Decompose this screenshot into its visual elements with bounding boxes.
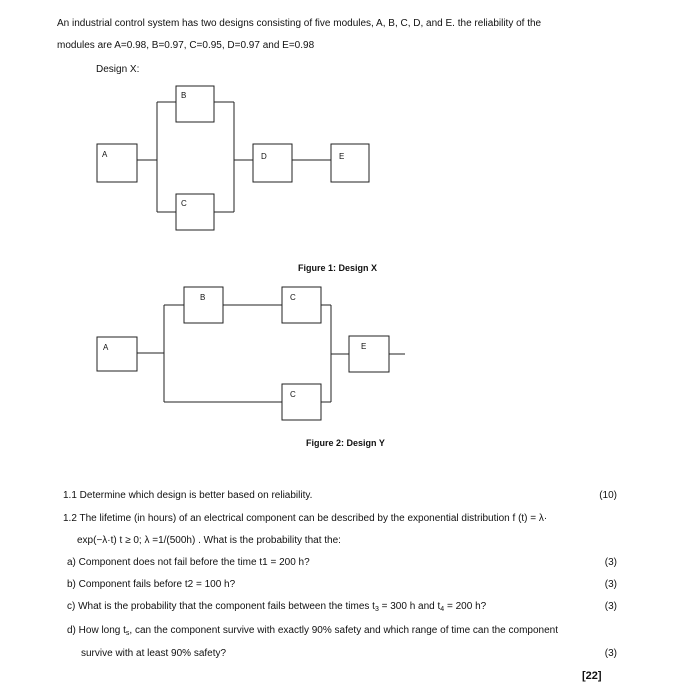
module-y-b-box — [184, 287, 223, 323]
question-1-2-line-1: 1.2 The lifetime (in hours) of an electrical component can be described by the exponential distribution f (t) = λ· — [63, 513, 548, 524]
module-y-a-label: A — [103, 343, 109, 352]
question-c-post: = 200 h? — [444, 601, 487, 612]
question-d-marks: (3) — [604, 648, 617, 659]
question-d-post: , can the component survive with exactly 90% safety and which range of time can the component — [129, 625, 558, 636]
question-1-1: 1.1 Determine which design is better based on reliability. — [63, 490, 313, 501]
module-y-e-label: E — [361, 342, 367, 351]
question-1-1-marks: (10) — [599, 490, 617, 501]
module-y-b-label: B — [200, 293, 206, 302]
question-c-mid: = 300 h and t — [378, 601, 441, 612]
question-1-2-line-2: exp(−λ·t) t ≥ 0; λ =1/(500h) . What is the probability that the: — [77, 535, 341, 546]
module-y-c-lower-box — [282, 384, 321, 420]
question-a: a) Component does not fail before the time t1 = 200 h? — [67, 557, 310, 568]
intro-line-2: modules are A=0.98, B=0.97, C=0.95, D=0.97 and E=0.98 — [57, 40, 315, 51]
intro-line-1: An industrial control system has two designs consisting of five modules, A, B, C, D, and E. the reliability of the — [57, 18, 542, 29]
module-b-label: B — [181, 91, 187, 100]
question-d-sub-s: s — [125, 630, 130, 637]
question-d-pre: d) How long t — [67, 625, 126, 636]
question-c-sub-4: 4 — [440, 606, 445, 613]
total-marks: [22] — [582, 670, 602, 682]
question-b-marks: (3) — [604, 579, 617, 590]
question-b: b) Component fails before t2 = 100 h? — [67, 579, 236, 590]
question-c-marks: (3) — [604, 601, 617, 612]
module-y-c-upper-box — [282, 287, 321, 323]
figure-2-caption: Figure 2: Design Y — [306, 438, 385, 448]
module-a-label: A — [102, 150, 108, 159]
question-c-sub-3: 3 — [374, 606, 379, 613]
question-d-line-2: survive with at least 90% safety? — [81, 648, 227, 659]
module-y-c-lower-label: C — [290, 390, 296, 399]
module-y-e-box — [349, 336, 389, 372]
module-c-label: C — [181, 199, 187, 208]
module-d-label: D — [261, 152, 267, 161]
question-c — [67, 601, 486, 616]
design-x-label: Design X: — [96, 64, 140, 75]
question-a-marks: (3) — [604, 557, 617, 568]
question-d-line-1 — [67, 625, 558, 640]
figure-1-caption: Figure 1: Design X — [298, 263, 378, 273]
question-c-pre: c) What is the probability that the component fails between the times t — [67, 601, 375, 612]
module-e-label: E — [339, 152, 345, 161]
module-y-c-upper-label: C — [290, 293, 296, 302]
module-y-a-box — [97, 337, 137, 371]
